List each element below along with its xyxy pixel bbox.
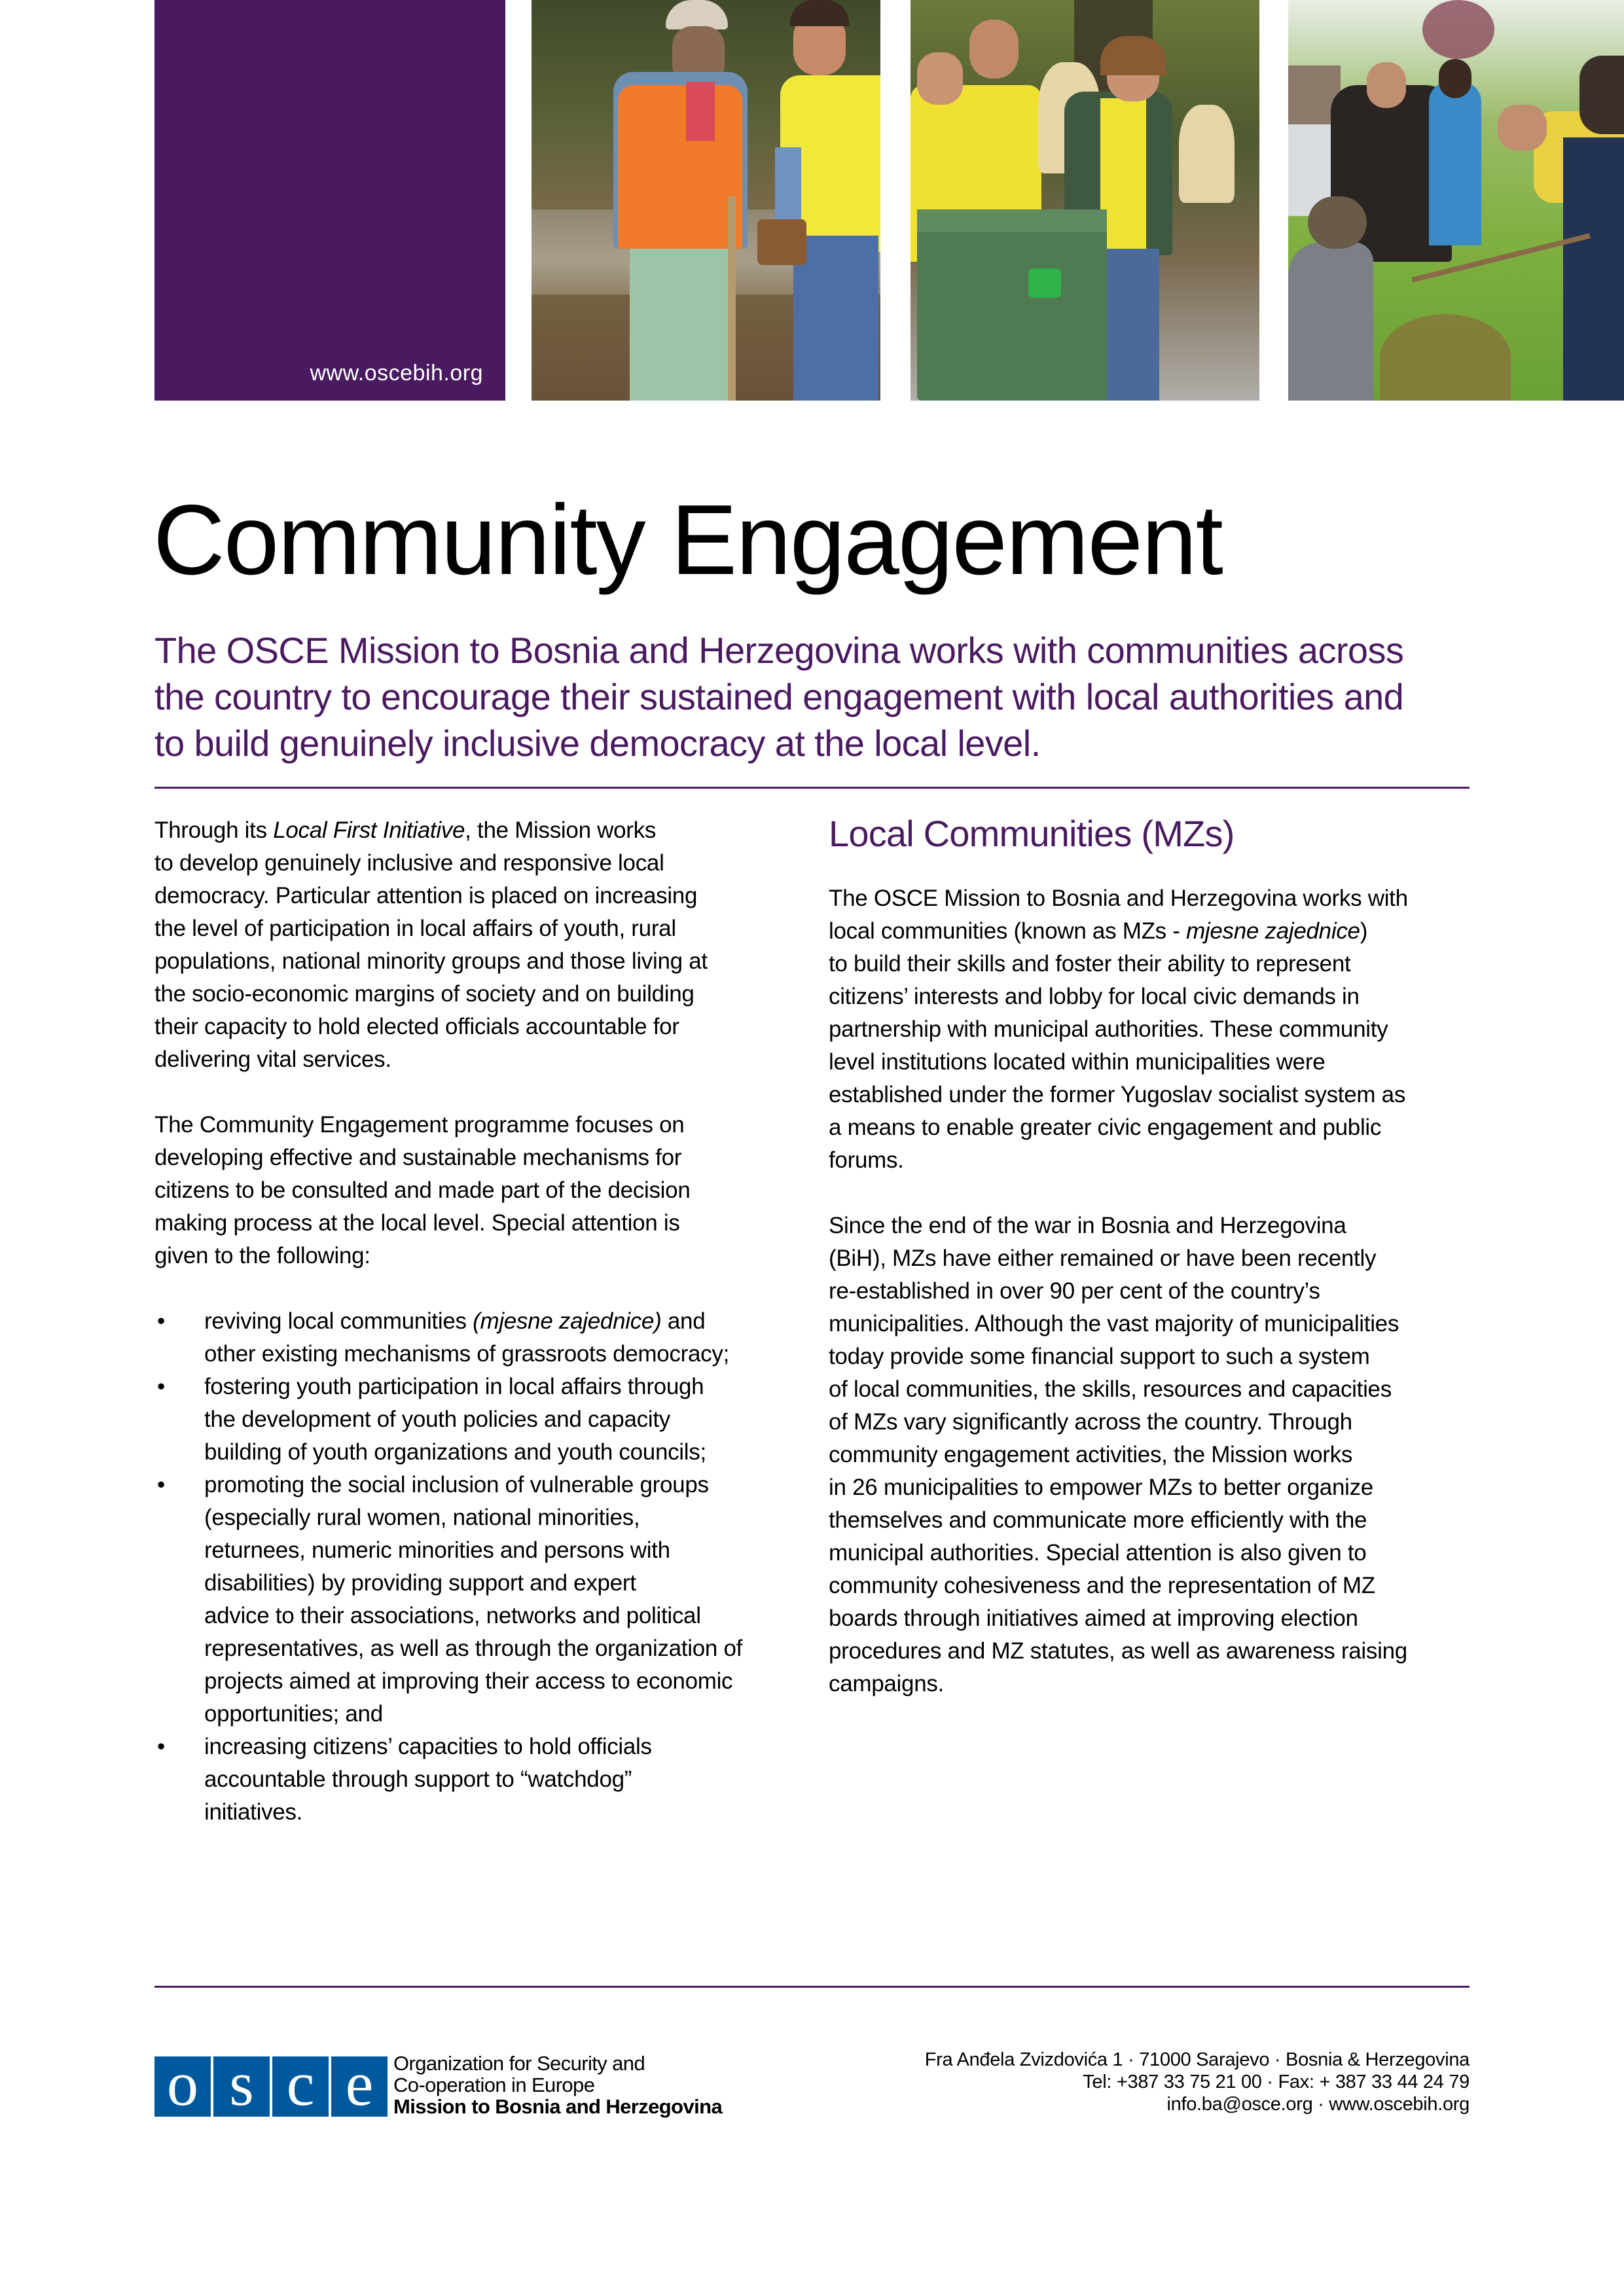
list-item [154,1371,809,1469]
text-line: other existing mechanisms of grassroots democracy; [204,1341,729,1367]
text-line: level institutions located within municipalities were [829,1049,1326,1075]
logo-letter: c [272,2056,329,2117]
text-line: (especially rural women, national minorities, [204,1505,640,1530]
list-item [154,1305,809,1371]
left-column [154,814,809,1829]
text-line: municipalities. Although the vast majority of municipalities [829,1311,1399,1336]
header-color-block [154,0,505,401]
intro-line: The OSCE Mission to Bosnia and Herzegovina works with communities across [154,630,1404,671]
local-term: (mjesne zajednice) [473,1308,662,1334]
text-line [204,1305,809,1338]
phone-fax: Tel: +387 33 75 21 00 · Fax: + 387 33 44 24 79 [1083,2072,1470,2092]
email-web[interactable]: info.ba@osce.org · www.oscebih.org [1166,2094,1470,2115]
text-line: advice to their associations, networks and political [204,1603,701,1628]
text-line: initiatives. [204,1799,303,1825]
right-column [829,814,1477,1700]
divider-top [154,787,1470,789]
text-line: building of youth organizations and youth councils; [204,1439,706,1465]
address: Fra Anđela Zvizdovića 1 · 71000 Sarajevo · Bosnia & Herzegovina [924,2049,1470,2070]
text-line: opportunities; and [204,1701,383,1727]
text-line: The OSCE Mission to Bosnia and Herzegovina works with [829,886,1408,911]
bullet-icon: • [157,1734,165,1759]
text-line: populations, national minority groups and those living at [154,948,708,974]
text-line: the socio-economic margins of society and on building [154,981,695,1007]
bullet-icon: • [157,1472,165,1498]
text-line: their capacity to hold elected officials accountable for [154,1014,679,1039]
paragraph-programme [154,1109,809,1272]
text-line: community engagement activities, the Mission works [829,1442,1353,1467]
text-line: promoting the social inclusion of vulnerable groups [204,1472,709,1498]
tree-planting-photo [1288,0,1624,401]
paragraph-mz-since-war [829,1210,1477,1700]
focus-areas-list [154,1305,809,1829]
text-line: citizens’ interests and lobby for local civic demands in [829,984,1360,1009]
text-line: re-established in over 90 per cent of the country’s [829,1278,1320,1304]
org-line: Organization for Security and [393,2052,645,2075]
volunteers-with-brooms-photo [911,0,1259,401]
text-line: established under the former Yugoslav socialist system as [829,1082,1406,1107]
text-line [154,814,809,847]
text-line: the level of participation in local affairs of youth, rural [154,916,676,941]
list-item [154,1731,809,1829]
text-line: (BiH), MZs have either remained or have been recently [829,1246,1377,1271]
text-line: returnees, numeric minorities and persons with [204,1537,670,1563]
text-fragment: reviving local communities [204,1308,473,1334]
page-title: Community Engagement [153,484,1222,596]
intro-line: to build genuinely inclusive democracy at the local level. [154,723,1041,764]
text-line: in 26 municipalities to empower MZs to better organize [829,1475,1373,1500]
text-line: delivering vital services. [154,1047,391,1072]
section-heading: Local Communities (MZs) [829,813,1235,854]
paragraph-local-first [154,814,809,1076]
text-line: procedures and MZ statutes, as well as awareness raising [829,1638,1407,1664]
text-line: developing effective and sustainable mechanisms for [154,1145,682,1170]
text-line: disabilities) by providing support and expert [204,1570,636,1596]
text-line: partnership with municipal authorities. These community [829,1016,1388,1042]
text-line: representatives, as well as through the organization of [204,1636,743,1661]
text-line: to develop genuinely inclusive and responsive local [154,850,664,876]
logo-letter: e [331,2056,388,2117]
mission-name: Mission to Bosnia and Herzegovina [393,2095,723,2118]
initiative-name: Local First Initiative [273,817,465,843]
text-fragment: ) [1360,918,1368,944]
text-line: making process at the local level. Special attention is [154,1210,680,1236]
text-line: the development of youth policies and capacity [204,1407,670,1432]
organization-name [393,2053,722,2117]
logo-letter: s [213,2056,270,2117]
website-url[interactable]: www.oscebih.org [310,361,483,386]
logo-letter: o [154,2056,211,2117]
text-line: citizens to be consulted and made part of the decision [154,1177,691,1203]
text-line: today provide some financial support to such a system [829,1344,1370,1369]
bullet-icon: • [157,1374,165,1399]
divider-bottom [154,1986,1470,1988]
text-line: municipal authorities. Special attention is also given to [829,1540,1367,1566]
worker-and-volunteer-photo [532,0,880,401]
text-line [829,915,1477,948]
text-fragment: local communities (known as MZs - [829,918,1187,944]
text-line: community cohesiveness and the representation of MZ [829,1573,1375,1598]
bullet-icon: • [157,1308,165,1334]
text-line: of MZs vary significantly across the country. Through [829,1409,1352,1435]
text-line: fostering youth participation in local affairs through [204,1374,704,1399]
org-line: Co-operation in Europe [393,2073,595,2096]
text-line: The Community Engagement programme focuses on [154,1112,685,1138]
text-line: a means to enable greater civic engagement and public [829,1115,1382,1140]
text-line: campaigns. [829,1671,944,1696]
text-line: Since the end of the war in Bosnia and Herzegovina [829,1213,1346,1238]
text-line: increasing citizens’ capacities to hold officials [204,1734,652,1759]
text-line: themselves and communicate more efficiently with the [829,1507,1367,1533]
local-term: mjesne zajednice [1186,918,1360,944]
text-line: boards through initiatives aimed at improving election [829,1605,1358,1631]
text-line: forums. [829,1147,904,1173]
intro-line: the country to encourage their sustained engagement with local authorities and [154,676,1404,717]
text-line: of local communities, the skills, resources and capacities [829,1376,1392,1402]
contact-block [925,2049,1470,2115]
text-fragment: Through its [154,817,274,843]
text-line: given to the following: [154,1243,370,1268]
intro-lead [154,627,1483,766]
text-fragment: , the Mission works [465,817,657,843]
text-fragment: and [661,1308,706,1334]
osce-logo [154,2056,388,2117]
text-line: accountable through support to “watchdog” [204,1767,632,1792]
paragraph-mz-intro [829,882,1477,1177]
text-line: democracy. Particular attention is placed on increasing [154,883,698,908]
text-line: to build their skills and foster their ability to represent [829,951,1351,977]
list-item [154,1469,809,1731]
text-line: projects aimed at improving their access to economic [204,1668,733,1694]
